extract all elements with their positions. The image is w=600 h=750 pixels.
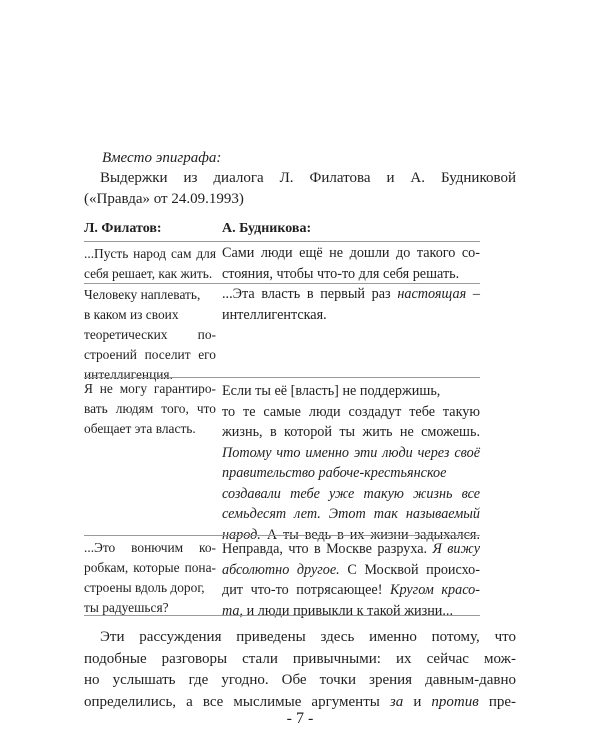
emphasis-run: Я вижу: [432, 541, 481, 557]
row-4-right-line: [222, 580, 480, 601]
text-run: ...Эта власть в первый раз: [222, 286, 398, 302]
header-divider: [84, 241, 480, 242]
row-divider: [84, 377, 480, 378]
row-3-budnikova: [222, 381, 480, 545]
row-2-right-line-1: [222, 284, 480, 305]
row-1-left-line: себя решает, как жить.: [84, 266, 213, 281]
row-2-left-line: в каком из своих: [84, 307, 179, 322]
text-run: пре-: [478, 693, 517, 710]
text-run: –: [466, 286, 480, 302]
row-3-right-line: Если ты её [власть] не поддержишь,: [222, 383, 441, 399]
row-3-right-line: [222, 504, 480, 525]
row-4-left-line: робкам, которые пона-: [84, 560, 216, 575]
row-3-right-line: жизнь, в которой ты жить не сможешь.: [222, 424, 480, 440]
page-number: - 7 -: [286, 710, 314, 727]
text-run: дит что-то потрясающее!: [222, 582, 391, 598]
text-run: С Москвой происхо-: [339, 561, 480, 578]
row-3-right-line: [222, 463, 480, 484]
body-paragraph: [84, 627, 516, 713]
emphasis-run: правительство рабоче-крестьянское: [222, 465, 447, 481]
row-4-right-line: [222, 601, 480, 622]
row-1-right-line: стояния, чтобы что-то для себя решать.: [222, 265, 460, 282]
row-4-budnikova: [222, 539, 480, 621]
row-2-right-line-2: интеллигентская.: [222, 306, 327, 323]
row-3-right-line: то те самые люди создадут тебе такую: [222, 403, 480, 420]
emphasis-run: Кругом красо-: [390, 582, 480, 598]
text-run: определились, а все мыслимые аргументы: [84, 693, 390, 710]
text-run: и люди привыкли к такой жизни...: [243, 602, 454, 619]
body-line: Эти рассуждения приведены здесь именно потому, что: [100, 629, 516, 645]
text-run: и: [403, 693, 432, 710]
row-1-right-line: Сами люди ещё не дошли до такого со-: [222, 245, 480, 261]
row-1-left-line: ...Пусть народ сам для: [84, 246, 216, 261]
emphasis-run: народ.: [222, 526, 261, 543]
row-4-filatov: [84, 538, 216, 618]
row-3-filatov: [84, 379, 216, 439]
intro-line-1: Выдержки из диалога Л. Филатова и А. Будниковой: [100, 170, 516, 186]
text-run: А ты ведь в их жизни задыхался.: [260, 526, 480, 543]
column-header-budnikova: А. Будникова:: [222, 221, 312, 236]
row-3-left-line: Я не могу гарантиро-: [84, 381, 216, 396]
row-4-left-line: строены вдоль дорог,: [84, 580, 205, 595]
row-divider: [84, 535, 480, 536]
row-3-left-line: вать людям того, что: [84, 401, 216, 416]
row-2-filatov: [84, 285, 216, 385]
row-3-right-line: [222, 484, 480, 505]
row-4-left-line: ты радуешься?: [84, 600, 169, 615]
text-run: Неправда, что в Москве разруха.: [222, 541, 433, 557]
intro-paragraph: [84, 168, 516, 210]
row-4-left-line: ...Это вонючим ко-: [84, 540, 216, 555]
intro-line-2: («Правда» от 24.09.1993): [84, 191, 244, 207]
emphasis-run: Потому что именно эти люди через своё: [222, 444, 480, 461]
row-3-right-line: [222, 443, 480, 464]
row-3-left-line: обещает эта власть.: [84, 421, 196, 436]
row-2-left-line: теоретических по-: [84, 327, 216, 342]
row-4-right-line: [222, 560, 480, 581]
emphasis-run: абсолютно другое.: [222, 561, 340, 578]
emphasis-run: семьдесят лет. Этот так называемый: [222, 506, 480, 522]
table-bottom-rule: [84, 615, 480, 616]
emphasis-run: против: [431, 693, 479, 710]
epigraph-label: Вместо эпиграфа:: [102, 150, 222, 166]
row-4-right-line: [222, 539, 480, 560]
emphasis-run: настоящая: [397, 286, 467, 302]
emphasis-run: создавали тебе уже такую жизнь все: [222, 485, 480, 502]
emphasis-run: за: [389, 693, 404, 710]
body-line: но услышать где угодно. Обе точки зрения давным-давно: [84, 672, 516, 688]
row-2-left-line: строений поселит его: [84, 347, 216, 362]
row-2-budnikova: [222, 284, 480, 325]
row-2-left-line: интеллигенция.: [84, 367, 173, 382]
row-2-left-line: Человеку наплевать,: [84, 287, 201, 302]
row-1-budnikova: [222, 243, 480, 284]
column-header-filatov: Л. Филатов:: [84, 221, 162, 236]
emphasis-run: та,: [222, 602, 244, 619]
row-1-filatov: [84, 244, 216, 284]
body-line: подобные разговоры стали привычными: их сейчас мож-: [84, 650, 516, 667]
